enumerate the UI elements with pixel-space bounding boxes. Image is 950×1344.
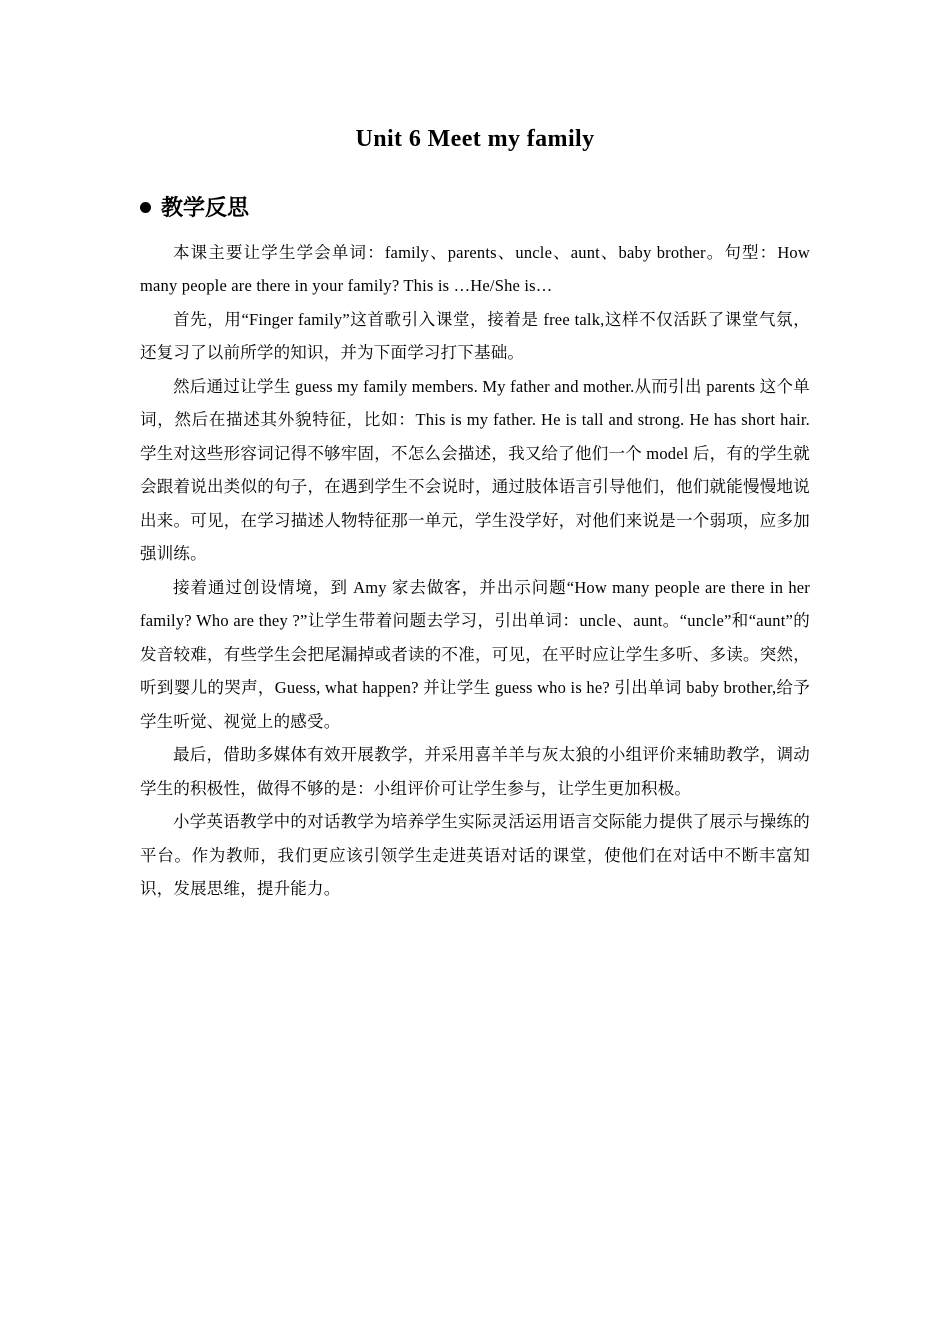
paragraph-4: 接着通过创设情境，到 Amy 家去做客，并出示问题“How many people are there in her family? Who are they ?”让学生带着问题去学习，引出单词：uncle、aunt。“uncle”和“aunt”的发音较难，有些学生会把尾漏掉或者读的不准，可见，在平时应让学生多听、多读。突然，听到婴儿的哭声，Guess, what happen? 并让学生 guess who is he? 引出单词 baby brother,给予学生听觉、视觉上的感受。 — [140, 577, 810, 731]
paragraph-1: 本课主要让学生学会单词：family、parents、uncle、aunt、baby brother。句型：How many people are there in your family? This is …He/She is… — [140, 243, 810, 296]
section-heading-label: 教学反思 — [161, 196, 250, 221]
paragraph-3: 然后通过让学生 guess my family members. My father and mother.从而引出 parents 这个单词，然后在描述其外貌特征，比如：This is my father. He is tall and strong. He has short hair.学生对这些形容词记得不够牢固，不怎么会描述，我又给了他们一个 model 后，有的学生就会跟着说出类似的句子，在遇到学生不会说时，通过肢体语言引导他们，他们就能慢慢地说出来。可见，在学习描述人物特征那一单元，学生没学好，对他们来说是一个弱项，应多加强训练。 — [140, 376, 810, 564]
paragraph-6: 小学英语教学中的对话教学为培养学生实际灵活运用语言交际能力提供了展示与操练的平台。作为教师，我们更应该引领学生走进英语对话的课堂，使他们在对话中不断丰富知识，发展思维，提升能力。 — [140, 812, 810, 899]
section-heading — [140, 191, 810, 222]
paragraph-5: 最后，借助多媒体有效开展教学，并采用喜羊羊与灰太狼的小组评价来辅助教学，调动学生的积极性，做得不够的是：小组评价可让学生参与，让学生更加积极。 — [140, 745, 810, 798]
page-title: Unit 6 Meet my family — [355, 126, 595, 152]
bullet-icon — [140, 202, 151, 213]
paragraph-2: 首先，用“Finger family”这首歌引入课堂，接着是 free talk,这样不仅活跃了课堂气氛，还复习了以前所学的知识，并为下面学习打下基础。 — [140, 309, 810, 363]
